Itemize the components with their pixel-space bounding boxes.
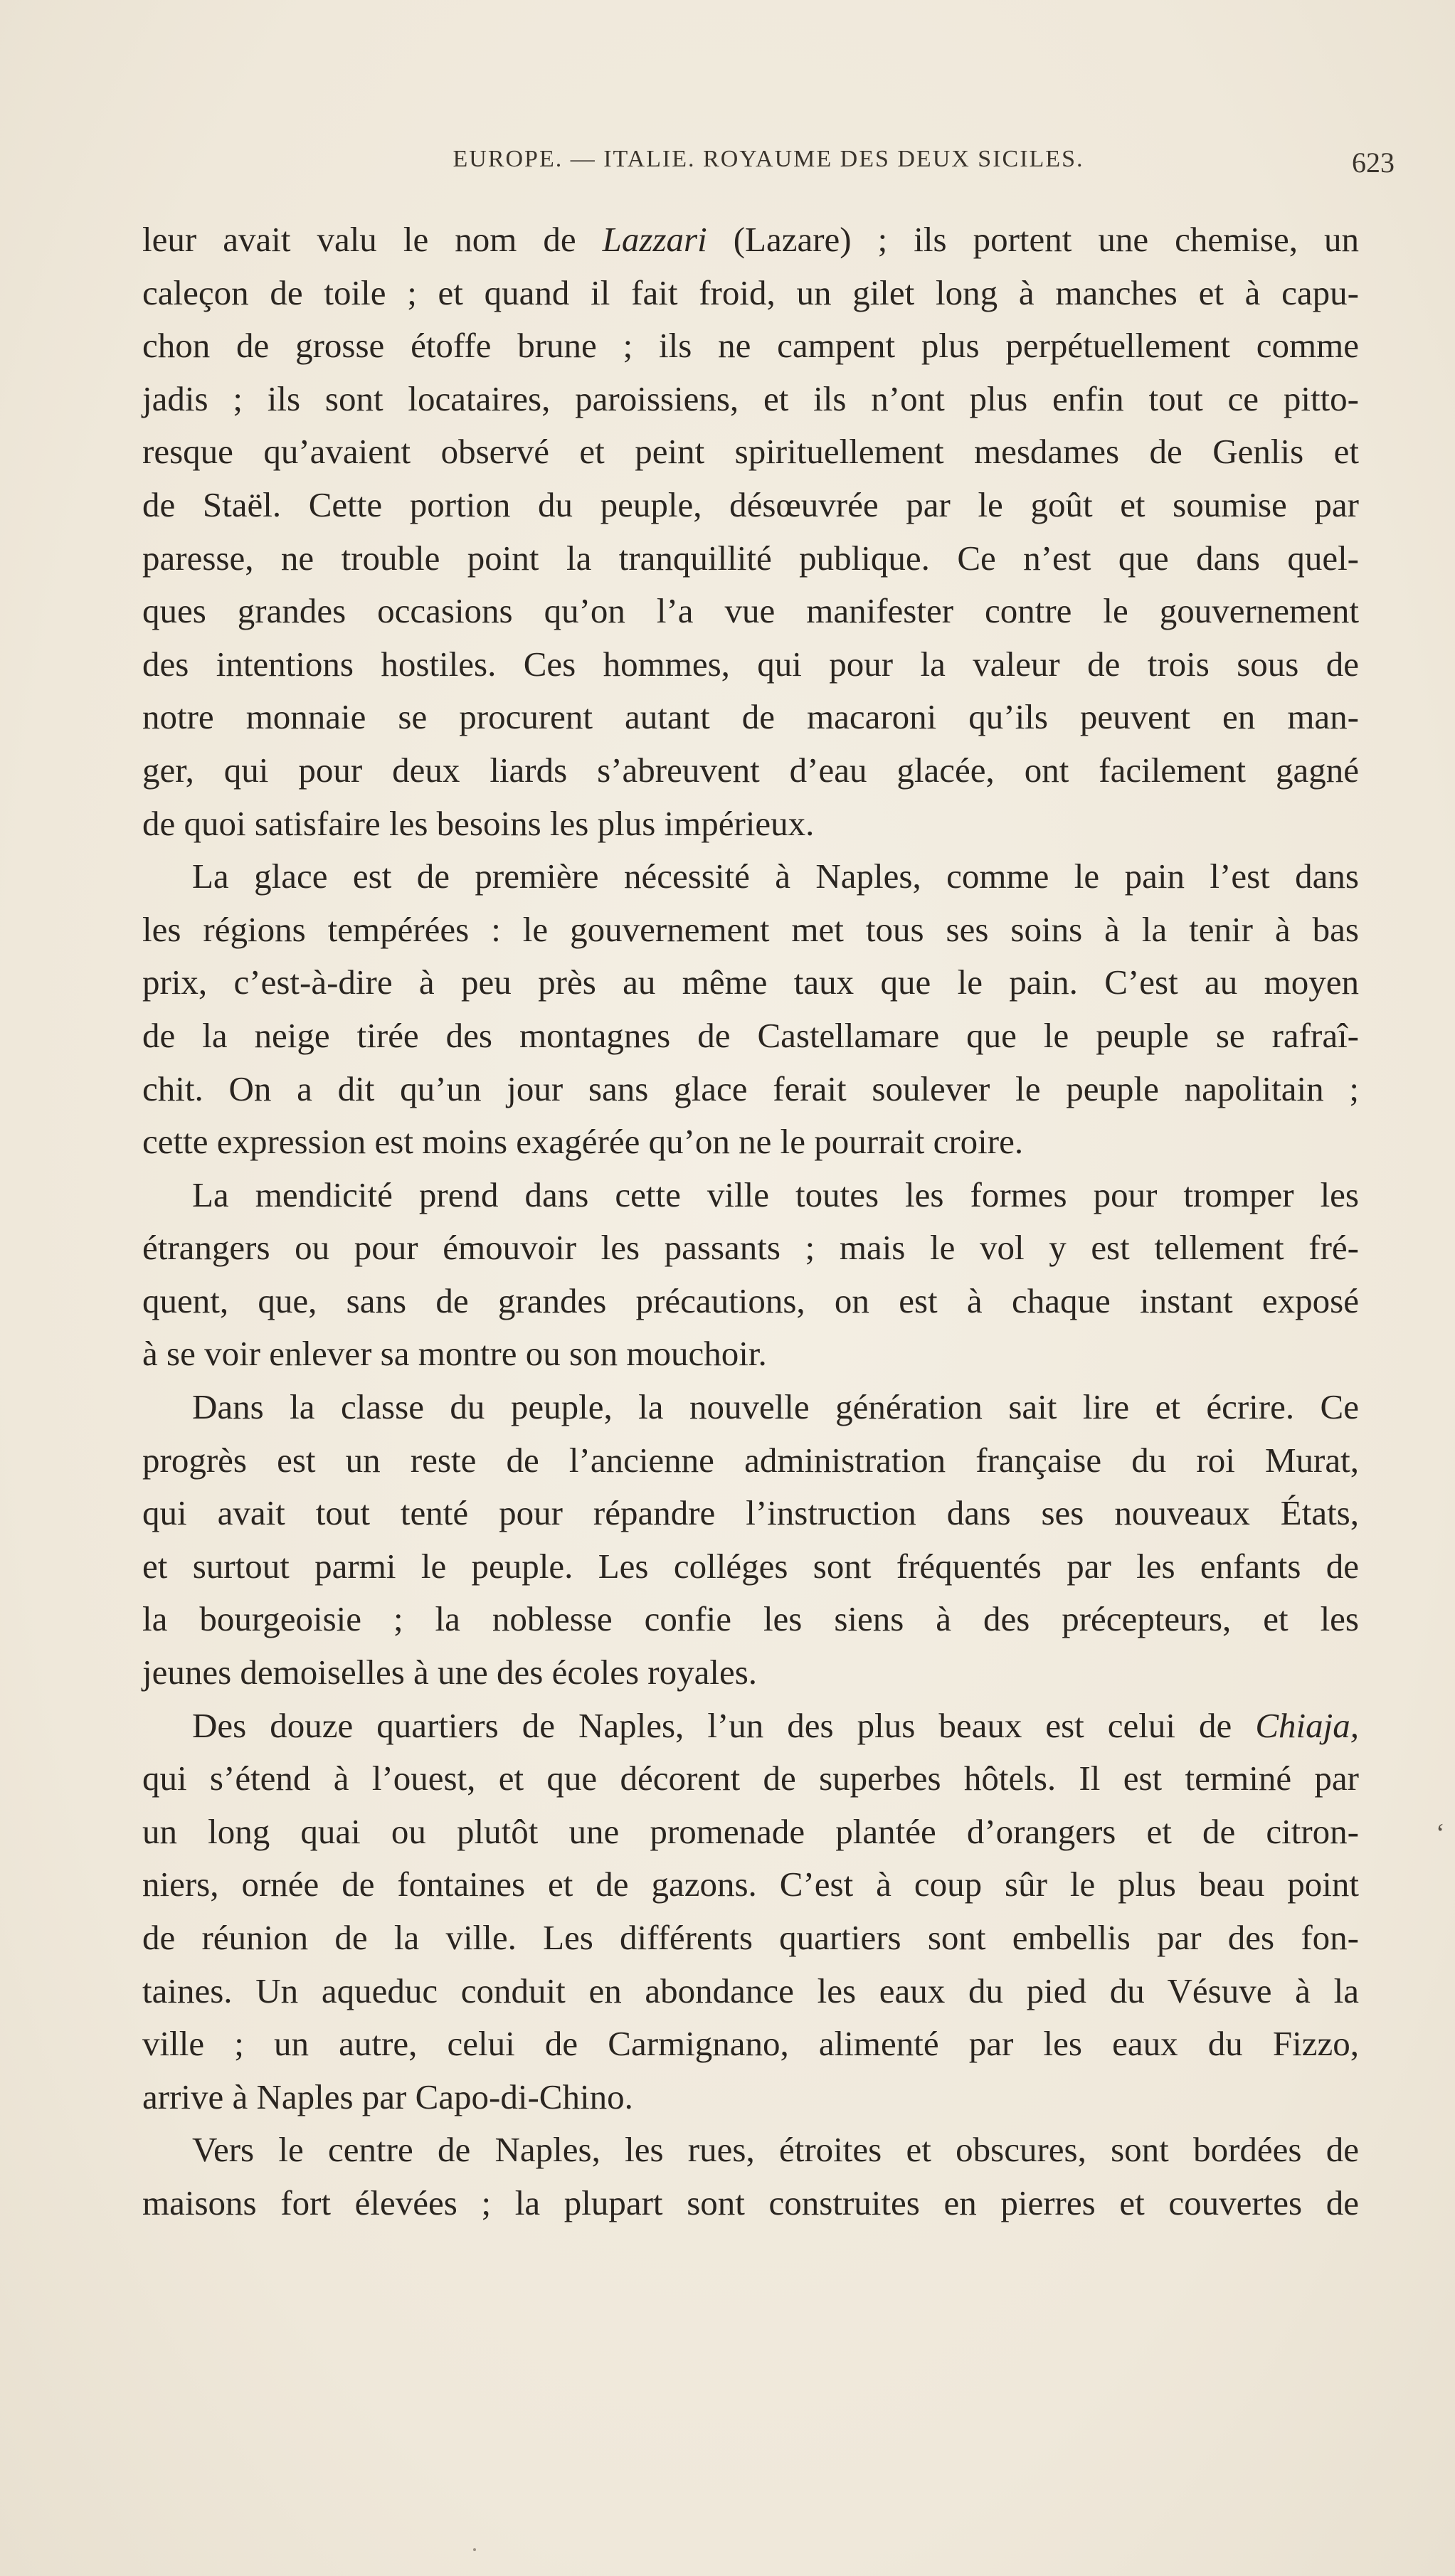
text-line: arrive à Naples par Capo-di-Chino.: [142, 2077, 633, 2116]
text-line: prix, c’est-à-dire à peu près au même taux que le pain. C’est au moyen: [142, 963, 1359, 1002]
text-line: à se voir enlever sa montre ou son mouchoir.: [142, 1334, 767, 1374]
text-line: taines. Un aqueduc conduit en abondance les eaux du pied du Vésuve à la: [142, 1971, 1359, 2010]
text-line: les régions tempérées : le gouvernement met tous ses soins à la tenir à bas: [142, 909, 1359, 949]
text-line: maisons fort élevées ; la plupart sont construites en pierres et couvertes de: [142, 2183, 1359, 2222]
text-line: qui avait tout tenté pour répandre l’instruction dans ses nouveaux États,: [142, 1493, 1359, 1533]
text-line: qui s’étend à l’ouest, et que décorent de superbes hôtels. Il est terminé par: [142, 1759, 1359, 1798]
running-title: EUROPE. — ITALIE. ROYAUME DES DEUX SICILES.: [453, 146, 1084, 172]
text-line: Dans la classe du peuple, la nouvelle génération sait lire et écrire. Ce: [192, 1387, 1359, 1427]
text-line: quent, que, sans de grandes précautions, on est à chaque instant exposé: [142, 1281, 1359, 1320]
text-line: paresse, ne trouble point la tranquillité publique. Ce n’est que dans quel-: [142, 538, 1359, 578]
paper-speck: [473, 2548, 476, 2551]
text-line: caleçon de toile ; et quand il fait froid, un gilet long à manches et à capu-: [142, 272, 1359, 312]
text-line: un long quai ou plutôt une promenade plantée d’orangers et de citron-: [142, 1811, 1359, 1851]
paragraph: [142, 1169, 1359, 1381]
text-line: Des douze quartiers de Naples, l’un des plus beaux est celui de Chiaja,: [192, 1705, 1359, 1745]
text-line: de réunion de la ville. Les différents quartiers sont embellis par des fon-: [142, 1918, 1359, 1957]
text-line: leur avait valu le nom de Lazzari (Lazare) ; ils portent une chemise, un: [142, 220, 1360, 259]
page-number: 623: [1352, 147, 1395, 179]
text-line: Vers le centre de Naples, les rues, étroites et obscures, sont bordées de: [192, 2130, 1359, 2170]
text-line: La glace est de première nécessité à Naples, comme le pain l’est dans: [192, 857, 1359, 896]
text-line: étrangers ou pour émouvoir les passants ; mais le vol y est tellement fré-: [142, 1228, 1359, 1268]
italic-term: Lazzari: [602, 220, 707, 259]
text-line: notre monnaie se procurent autant de macaroni qu’ils peuvent en man-: [142, 697, 1359, 737]
text-line: de quoi satisfaire les besoins les plus impérieux.: [142, 803, 815, 843]
paragraph: [142, 850, 1359, 1169]
text-line: ville ; un autre, celui de Carmignano, alimenté par les eaux du Fizzo,: [142, 2024, 1359, 2064]
text-line: la bourgeoisie ; la noblesse confie les siens à des précepteurs, et les: [142, 1599, 1359, 1639]
body-text: [142, 213, 1359, 2230]
text-line: ques grandes occasions qu’on l’a vue manifester contre le gouvernement: [142, 591, 1359, 631]
text-line: progrès est un reste de l’ancienne administration française du roi Murat,: [142, 1440, 1359, 1480]
text-line: de la neige tirée des montagnes de Castellamare que le peuple se rafraî-: [142, 1015, 1359, 1055]
italic-term: Chiaja,: [1255, 1705, 1359, 1745]
text-line: et surtout parmi le peuple. Les colléges sont fréquentés par les enfants de: [142, 1546, 1359, 1586]
text-line: resque qu’avaient observé et peint spirituellement mesdames de Genlis et: [142, 432, 1359, 472]
text-line: chit. On a dit qu’un jour sans glace ferait soulever le peuple napolitain ;: [142, 1069, 1359, 1108]
paragraph: [142, 1700, 1359, 2124]
marginal-mark: ‘: [1436, 1818, 1445, 1848]
paragraph: [142, 1381, 1359, 1700]
text-line: ger, qui pour deux liards s’abreuvent d’eau glacée, ont facilement gagné: [142, 750, 1359, 790]
paragraph: [142, 213, 1359, 850]
text-line: chon de grosse étoffe brune ; ils ne campent plus perpétuellement comme: [142, 326, 1359, 366]
text-line: La mendicité prend dans cette ville toutes les formes pour tromper les: [192, 1175, 1359, 1214]
paragraph: [142, 2124, 1359, 2230]
running-head: [142, 146, 1395, 189]
text-line: jeunes demoiselles à une des écoles royales.: [142, 1653, 758, 1692]
text-line: niers, ornée de fontaines et de gazons. C’est à coup sûr le plus beau point: [142, 1865, 1359, 1904]
text-line: cette expression est moins exagérée qu’on ne le pourrait croire.: [142, 1122, 1024, 1162]
text-line: de Staël. Cette portion du peuple, désœuvrée par le goût et soumise par: [142, 484, 1359, 524]
text-line: des intentions hostiles. Ces hommes, qui pour la valeur de trois sous de: [142, 644, 1359, 684]
text-line: jadis ; ils sont locataires, paroissiens, et ils n’ont plus enfin tout ce pitto-: [142, 378, 1359, 418]
